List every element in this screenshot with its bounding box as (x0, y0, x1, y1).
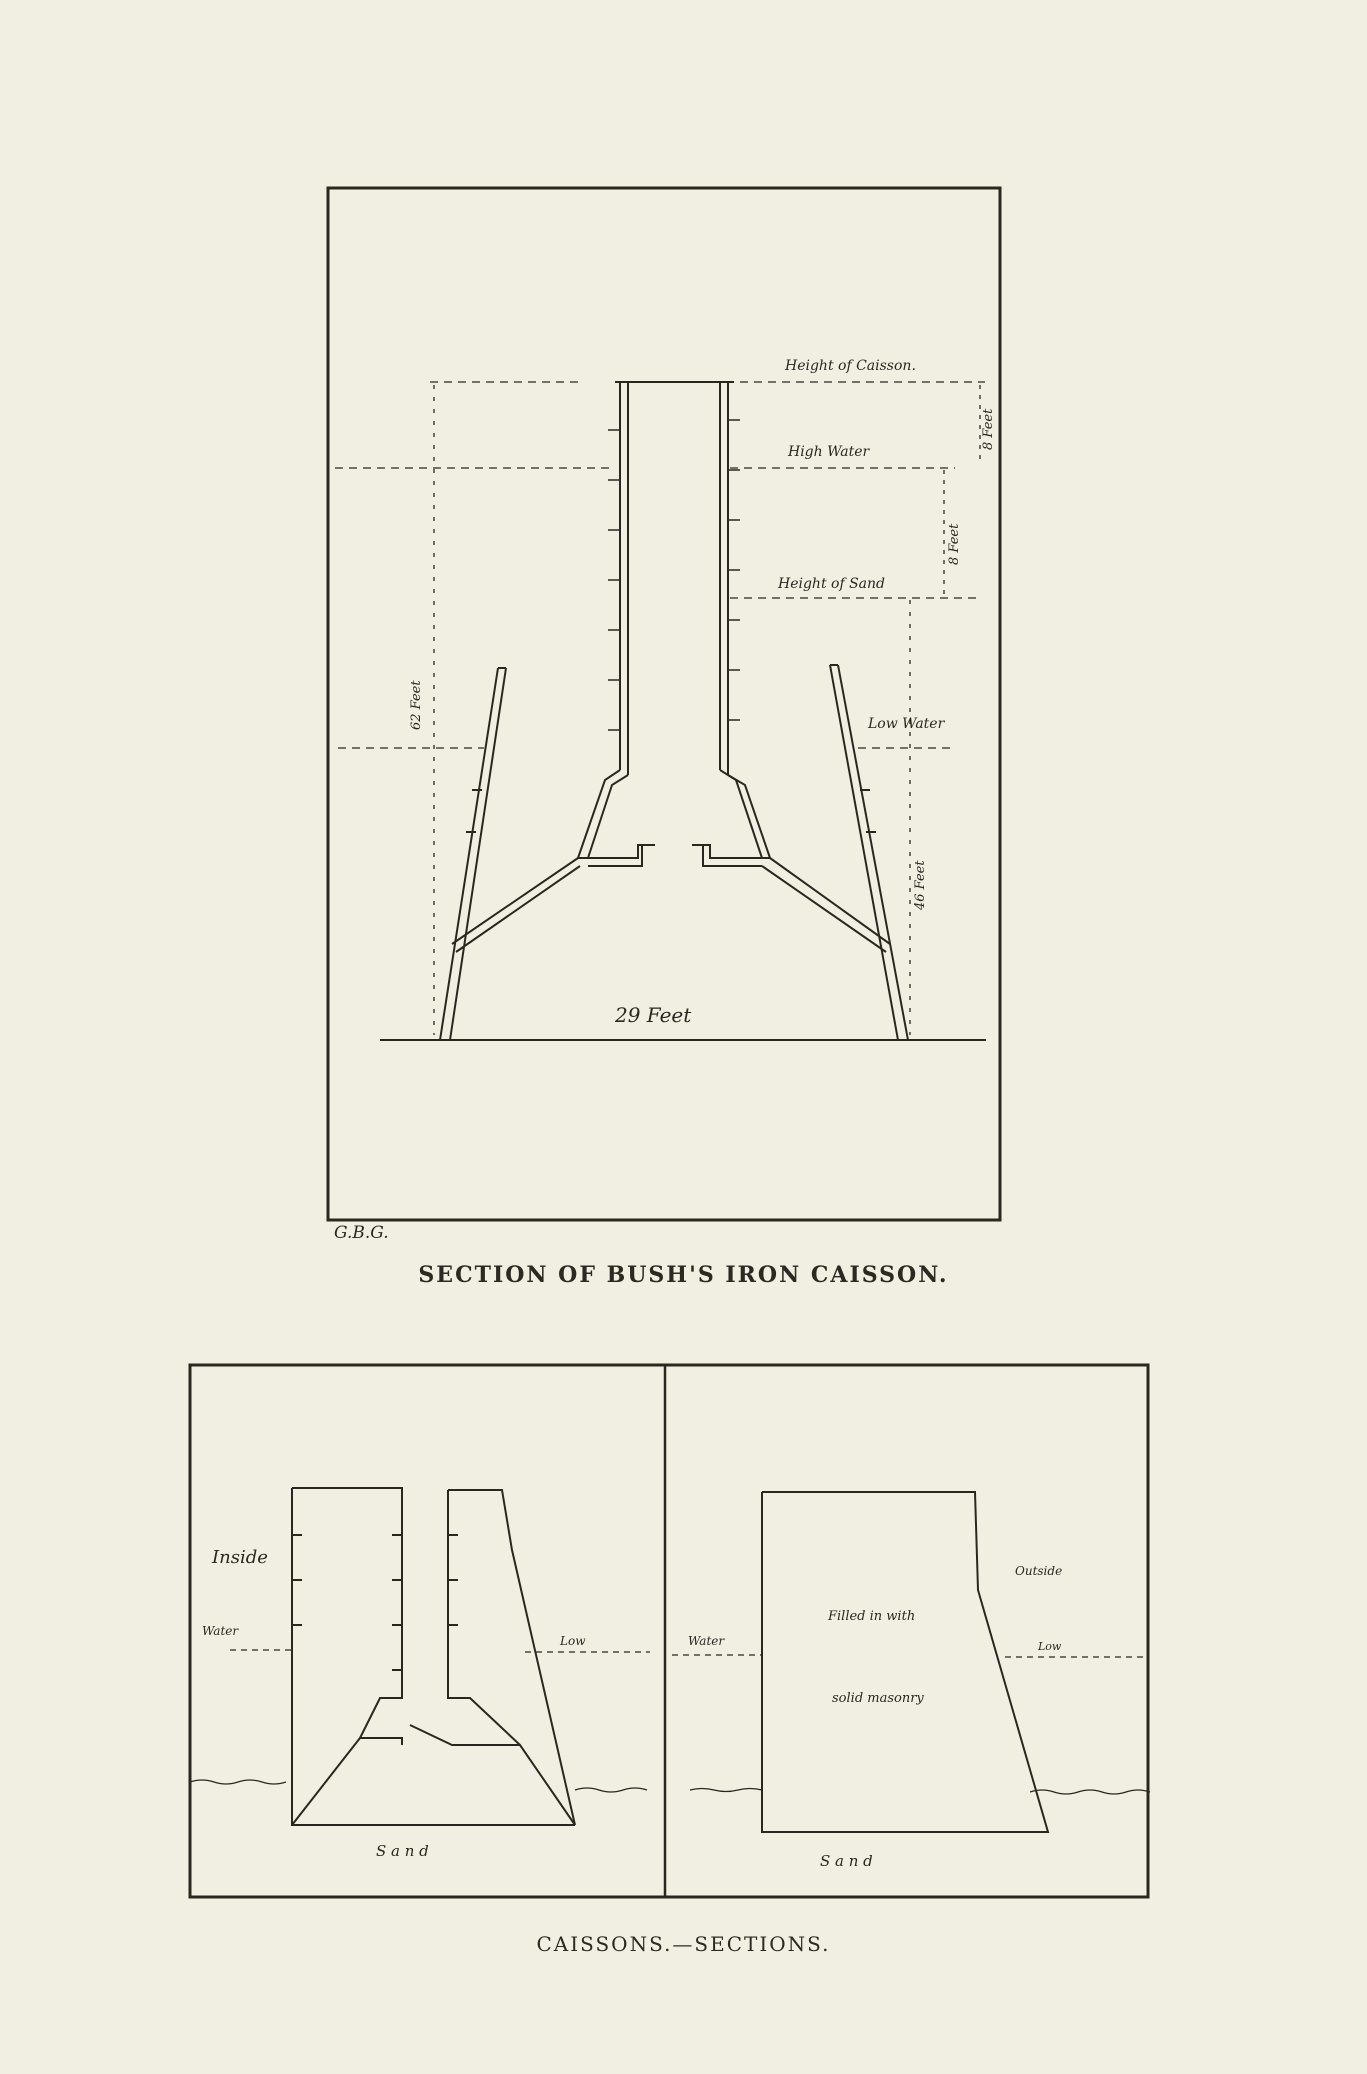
label-solid-masonry: solid masonry (832, 1691, 924, 1706)
label-high-water: High Water (788, 444, 870, 460)
label-height-of-sand: Height of Sand (778, 576, 886, 592)
label-8-feet-mid: 8 Feet (947, 523, 962, 565)
label-water-left: Water (202, 1624, 239, 1638)
right-caisson (762, 1492, 1048, 1832)
label-outside: Outside (1015, 1564, 1063, 1578)
label-sand-right: S a n d (820, 1852, 873, 1870)
label-46-feet: 46 Feet (913, 860, 928, 910)
figure1-labels (334, 358, 996, 1243)
figure2-frame (190, 1365, 1148, 1897)
left-caisson (292, 1488, 575, 1825)
figure2-labels (202, 1547, 1062, 1870)
bush-caisson-section (328, 188, 1000, 1220)
figure1-caption: SECTION OF BUSH'S IRON CAISSON. (418, 1262, 949, 1288)
caisson-shaft (578, 382, 770, 866)
label-filled-in-with: Filled in with (828, 1609, 916, 1624)
label-8-feet-top: 8 Feet (981, 408, 996, 450)
caisson-outer-walls (440, 665, 908, 1040)
figure2-caption: CAISSONS.—SECTIONS. (536, 1932, 831, 1956)
label-low-water: Low Water (868, 716, 945, 732)
label-height-of-caisson: Height of Caisson. (785, 358, 916, 374)
label-inside: Inside (212, 1547, 268, 1568)
label-low-right-panel: Low (1038, 1640, 1062, 1653)
label-low-left-panel: Low (560, 1634, 586, 1648)
caissons-sections (190, 1365, 1150, 1897)
label-water-right-panel: Water (688, 1634, 725, 1648)
level-lines (335, 382, 985, 1035)
figure1-frame (328, 188, 1000, 1220)
left-levels (190, 1650, 650, 1792)
label-29-feet: 29 Feet (615, 1003, 692, 1027)
initials-gbg: G.B.G. (334, 1223, 389, 1243)
right-levels (672, 1655, 1150, 1794)
label-sand-left: S a n d (376, 1842, 429, 1860)
label-62-feet: 62 Feet (409, 680, 424, 730)
